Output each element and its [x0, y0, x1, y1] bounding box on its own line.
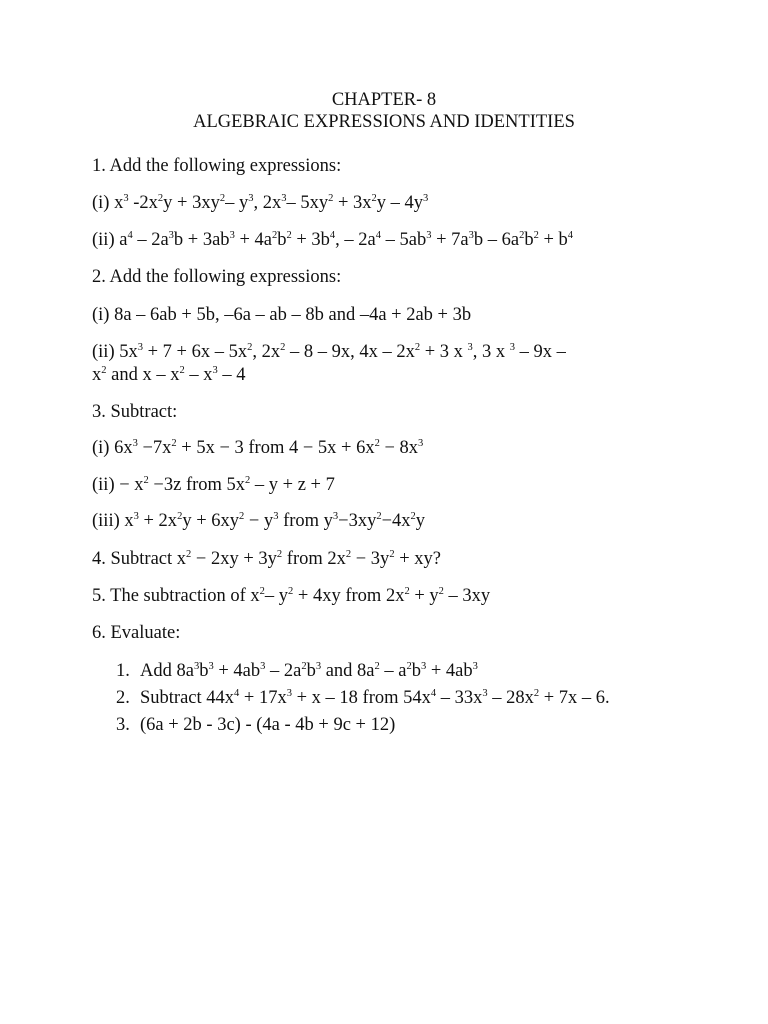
question-1-part-i: (i) $x^3$ $-2x^2y + 3xy^2-$ $y^3$, $2x^3-$ $5xy^2 + 3x^2y - 4y^3$: [92, 193, 429, 213]
chapter-heading: CHAPTER- 8: [331, 90, 437, 110]
question-1-heading: 1. Add the following expressions:: [92, 156, 342, 176]
evaluate-item: [116, 714, 395, 736]
evaluate-item-text: Add $8a^3b^3 + 4ab^3 - 2a^2b^3$ and $8a^2 - a^2b^3 + 4ab^3$: [140, 661, 478, 681]
evaluate-item-number: 2.: [116, 688, 130, 708]
question-6-heading: 6. Evaluate:: [92, 623, 181, 643]
question-2-heading: 2. Add the following expressions:: [92, 267, 342, 287]
question-3-heading: 3. Subtract:: [92, 402, 178, 422]
question-1-part-ii: (ii) $a^4 - 2a^3b + 3ab^3 + 4a^2b^2 + 3b^4$, – $2a^4 - 5ab^3 + 7a^3b - 6a^2b^2 + b^4$: [92, 230, 574, 250]
question-2-part-i: (i) 8a – 6ab + 5b, –6a – ab – 8b and –4a + 2ab + 3b: [92, 305, 472, 325]
evaluate-item: [116, 687, 610, 709]
evaluate-item: [116, 660, 478, 682]
evaluate-item-number: 3.: [116, 715, 130, 735]
question-4: 4. Subtract $x^2 - 2xy + 3y^2$ from $2x^2 - 3y^2$ + xy?: [92, 549, 441, 569]
question-3-part-iii: (iii) $x^3 + 2x^2y + 6xy^2 - y^3$ from $y^3-3xy^2-4x^2y$: [92, 511, 426, 531]
question-2-part-ii-line-2: $x^2$ and x – $x^2 - x^3 - 4$: [92, 365, 246, 385]
evaluate-item-text: Subtract $44x^4 + 17x^3 + x - 18$ from $54x^4 - 33x^3 - 28x^2 + 7x - 6$.: [140, 688, 610, 708]
question-3-part-i: (i) $6x^3 -7x^2 + 5x - 3$ from $4 - 5x + 6x^2 - 8x^3$: [92, 438, 424, 458]
chapter-title: ALGEBRAIC EXPRESSIONS AND IDENTITIES: [193, 112, 575, 132]
evaluate-item-number: 1.: [116, 661, 130, 681]
evaluate-item-text: (6a + 2b - 3c) - (4a - 4b + 9c + 12): [140, 715, 396, 735]
question-3-part-ii: $(ii) - x^2 -3z$ from $5x^2 - y + z + 7$: [92, 475, 335, 495]
question-5: 5. The subtraction of $x^2-$ $y^2 + 4xy$ from $2x^2 + y^2 - 3xy$: [92, 586, 491, 606]
question-2-part-ii-line-1: (ii) $5x^3 + 7 + 6x - 5x^2$, $2x^2 - 8 - 9x$, $4x - 2x^2 + 3$ x $^3$, 3 x $^3$ – 9x –: [92, 342, 566, 362]
